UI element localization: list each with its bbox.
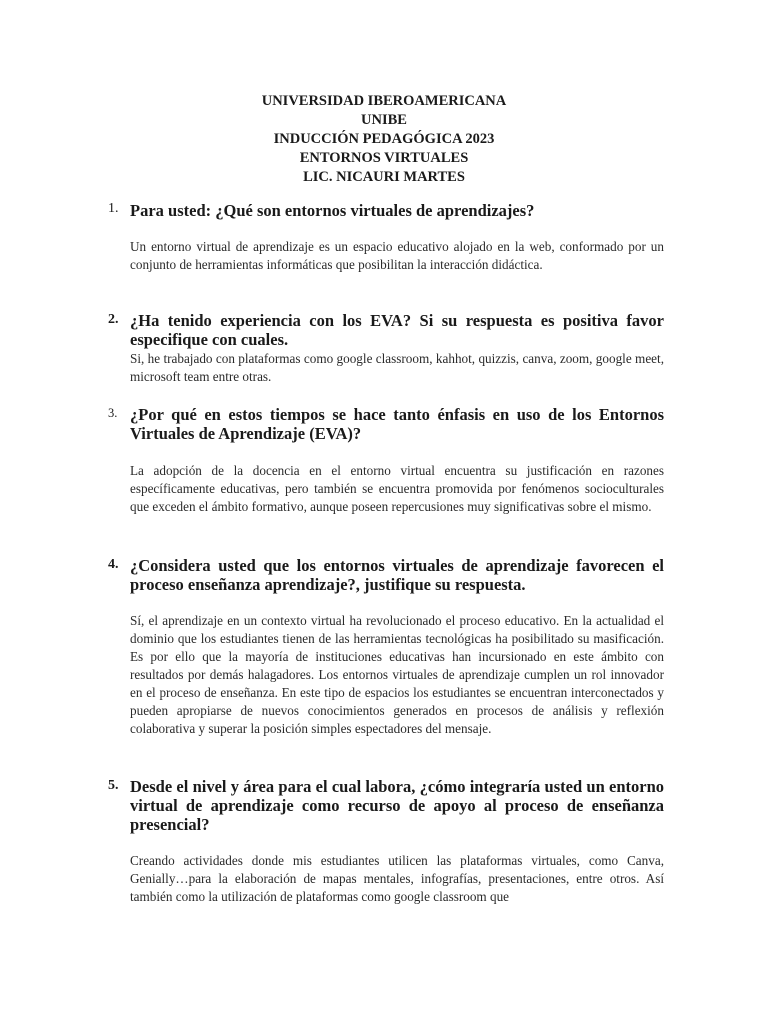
- question-title: ¿Ha tenido experiencia con los EVA? Si su respuesta es positiva favor especifique con cuales.: [130, 311, 664, 349]
- question-3: [108, 405, 664, 516]
- question-answer: Sí, el aprendizaje en un contexto virtual ha revolucionado el proceso educativo. En la actualidad el dominio que los estudiantes tienen de las herramientas tecnológicas ha posibilitado su masificación. Es por ello que la mayoría de instituciones educativas han incursionado en este ámbito con resultados por demás halagadores. Los entornos virtuales de aprendizaje cumplen un rol innovador en el proceso de enseñanza. En este tipo de espacios los estudiantes se encuentran interconectados y pueden apropiarse de nuevos conocimientos generados en procesos de análisis y reflexión colaborativa y superar la posición simples espectadores del mensaje.: [130, 613, 664, 736]
- question-number: 5.: [108, 778, 119, 793]
- question-title: ¿Considera usted que los entornos virtuales de aprendizaje favorecen el proceso enseñanza aprendizaje?, justifique su respuesta.: [130, 556, 664, 594]
- question-answer: Un entorno virtual de aprendizaje es un espacio educativo alojado en la web, conformado por un conjunto de herramientas informáticas que posibilitan la interacción didáctica.: [130, 239, 664, 272]
- course-title: INDUCCIÓN PEDAGÓGICA 2023: [273, 131, 495, 147]
- university-acronym: UNIBE: [361, 112, 407, 128]
- question-title: ¿Por qué en estos tiempos se hace tanto énfasis en uso de los Entornos Virtuales de Aprendizaje (EVA)?: [130, 405, 664, 443]
- subject-title: ENTORNOS VIRTUALES: [299, 150, 469, 166]
- question-number: 3.: [108, 406, 118, 420]
- question-4: [108, 556, 664, 738]
- question-number: 1.: [108, 201, 119, 216]
- question-title: Para usted: ¿Qué son entornos virtuales de aprendizajes?: [130, 201, 535, 220]
- question-1: [108, 201, 664, 274]
- question-5: [108, 777, 664, 906]
- university-name: UNIVERSIDAD IBEROAMERICANA: [261, 93, 507, 109]
- document-header: [0, 92, 768, 187]
- question-answer: La adopción de la docencia en el entorno virtual encuentra su justificación en razones específicamente educativas, pero también se encuentra promovida por fenómenos socioculturales que exceden el ámbito formativo, aunque poseen repercusiones muy significativas sobre el mismo.: [130, 463, 664, 514]
- question-answer: Si, he trabajado con plataformas como google classroom, kahhot, quizzis, canva, zoom, google meet, microsoft team entre otras.: [130, 351, 664, 384]
- question-2: [108, 311, 664, 386]
- question-number: 2.: [108, 312, 119, 327]
- question-number: 4.: [108, 557, 119, 572]
- author-name: LIC. NICAURI MARTES: [303, 169, 465, 185]
- question-answer: Creando actividades donde mis estudiantes utilicen las plataformas virtuales, como Canva, Genially…para la elaboración de mapas mentales, infografías, presentaciones, entre otros. Así también como la utilización de plataformas como google classroom que: [130, 853, 664, 904]
- question-title: Desde el nivel y área para el cual labora, ¿cómo integraría usted un entorno virtual de aprendizaje como recurso de apoyo al proceso de enseñanza presencial?: [130, 777, 664, 834]
